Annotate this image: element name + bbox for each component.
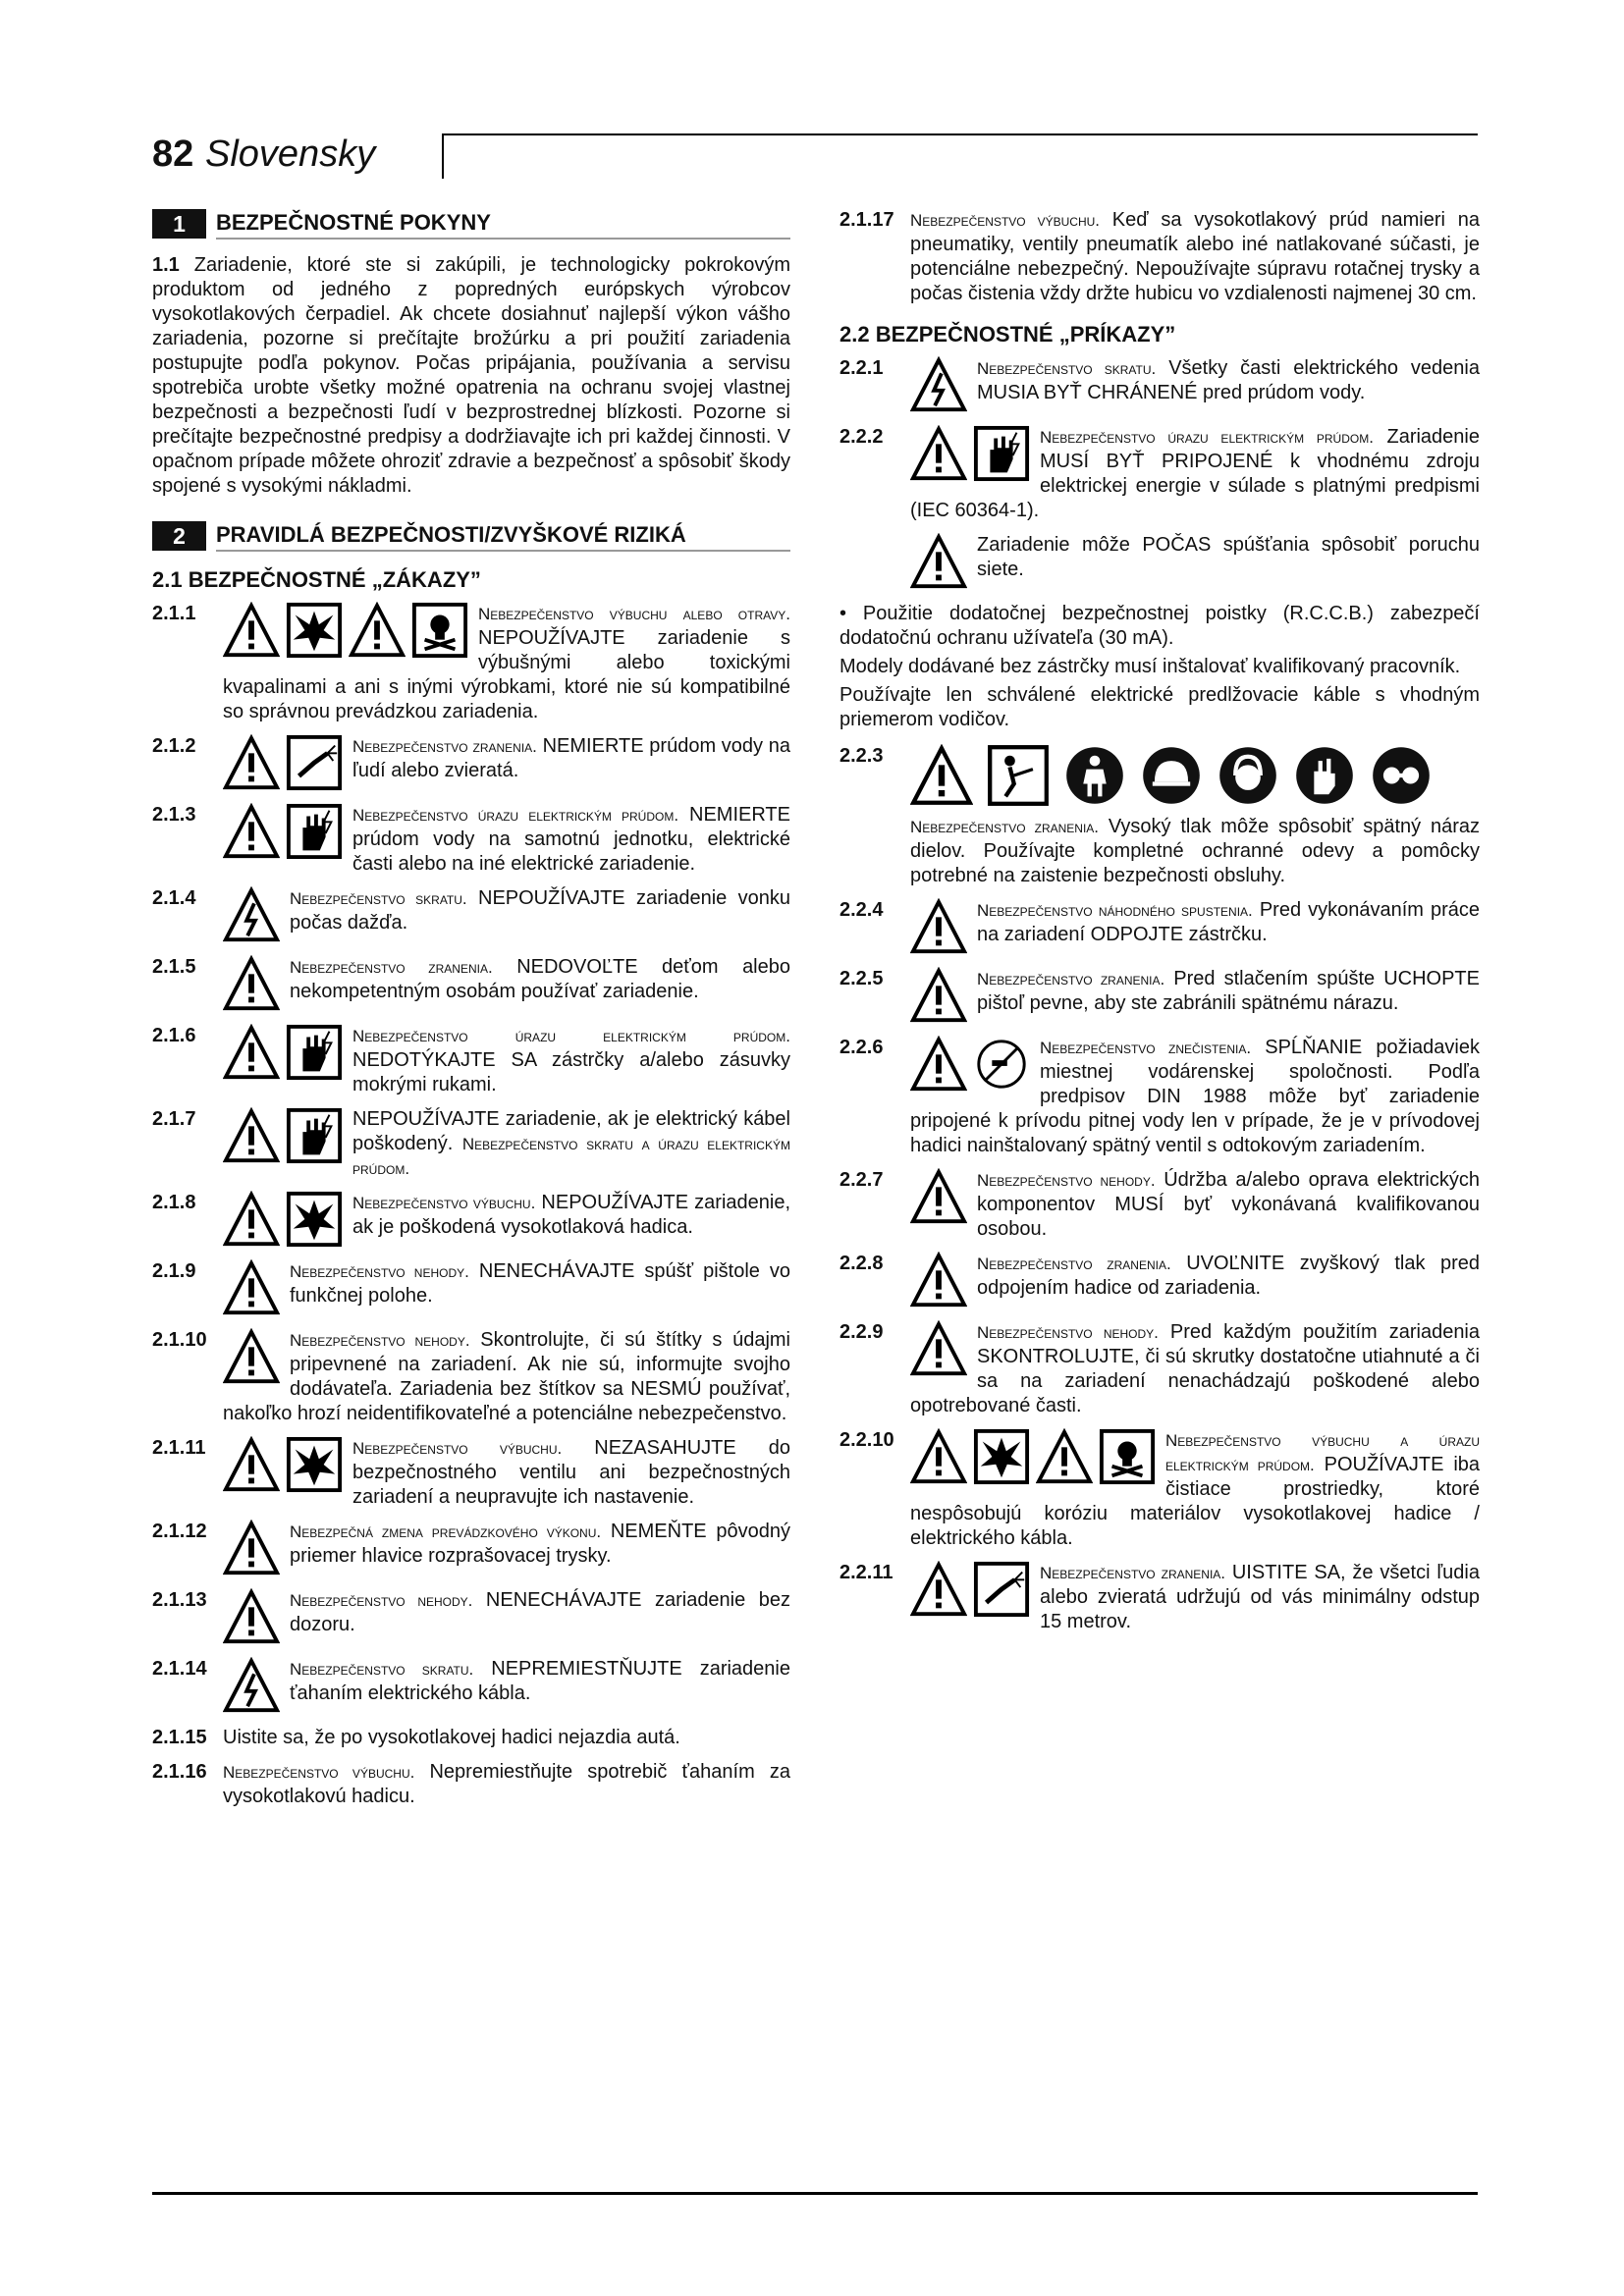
item-text <box>223 1657 790 1706</box>
item-number: 2.1.15 <box>152 1727 207 1748</box>
item-content <box>910 1428 1480 1551</box>
hazard-label: Nebezpečná zmena prevádzkového výkonu. <box>290 1522 602 1541</box>
warning-icon <box>223 1520 280 1576</box>
item-content <box>223 734 790 793</box>
item-number: 2.1.8 <box>152 1192 196 1213</box>
item-number: 2.1.16 <box>152 1761 207 1783</box>
hazard-label: Nebezpečenstvo náhodného spustenia. <box>977 901 1253 920</box>
item-description: Vysoký tlak môže spôsobiť spätný náraz dielov. Používajte kompletné ochranné odevy a pomôcky potrebné na zaistenie bezpečnosti obsluhy. <box>910 816 1480 886</box>
item-content <box>223 955 790 1014</box>
item-content <box>223 1726 790 1750</box>
item-number: 2.1.14 <box>152 1658 207 1680</box>
intro-number: 1.1 <box>152 254 180 276</box>
safety-item <box>839 1428 1480 1551</box>
item-content <box>223 1760 790 1809</box>
safety-item <box>152 1436 790 1510</box>
warning-icon <box>223 1024 280 1081</box>
warning-icon <box>910 1036 967 1093</box>
toxic-icon <box>1099 1428 1156 1485</box>
item-number: 2.1.10 <box>152 1329 207 1351</box>
item-content <box>910 1561 1480 1634</box>
hazard-icons <box>223 1520 280 1576</box>
item-description: NEZASAHUJTE do bezpečnostného ventilu ani bezpečnostných zariadení a neupravujte ich nastavenie. <box>352 1437 790 1508</box>
item-text <box>223 955 790 1004</box>
item-number: 2.2.1 <box>839 357 884 379</box>
safety-item <box>839 533 1480 592</box>
safety-item <box>152 1191 790 1250</box>
item-description: POUŽÍVAJTE iba čistiace prostriedky, ktoré nespôsobujú koróziu materiálov vysokotlakovej hadice / elektrického kábla. <box>910 1454 1481 1549</box>
item-number: 2.1.5 <box>152 956 196 978</box>
warning-icon <box>1036 1428 1093 1485</box>
section-title: BEZPEČNOSTNÉ POKYNY <box>216 208 790 240</box>
page-header <box>152 126 1478 185</box>
explosion-icon <box>286 1436 343 1493</box>
item-description: NEDOTÝKAJTE SA zástrčky a/alebo zásuvky mokrými rukami. <box>352 1049 790 1095</box>
item-content <box>910 1036 1480 1158</box>
hazard-label: Nebezpečenstvo skratu a úrazu elektrickým prúdom. <box>352 1135 790 1178</box>
hazard-icons <box>223 1328 280 1385</box>
hazard-label: Nebezpečenstvo zranenia. <box>977 1255 1171 1273</box>
item-number: 2.1.6 <box>152 1025 196 1046</box>
safety-item <box>152 1588 790 1647</box>
hazard-icons <box>223 602 468 659</box>
hazard-icons <box>910 356 967 413</box>
warning-icon <box>910 744 973 807</box>
warning-icon <box>223 734 280 791</box>
hazard-label: Nebezpečenstvo nehody. <box>290 1331 470 1350</box>
hazard-label: Nebezpečenstvo zranenia. <box>910 818 1100 836</box>
warning-icon <box>223 1107 280 1164</box>
hazard-label: Nebezpečenstvo nehody. <box>290 1262 469 1281</box>
item-description: Pred vykonávaním práce na zariadení ODPOJTE zástrčku. <box>977 899 1481 945</box>
hazard-label: Nebezpečenstvo skratu. <box>290 1660 474 1679</box>
item-number: 2.1.1 <box>152 603 196 624</box>
item-text <box>223 1328 790 1426</box>
item-description: NEDOVOĽTE deťom alebo nekompetentným osobám používať zariadenie. <box>290 956 790 1002</box>
item-description: Pred stlačením spúšte UCHOPTE pištoľ pevne, aby ste zabránili spätnému nárazu. <box>977 968 1480 1014</box>
item-content <box>910 533 1480 592</box>
spray-hand-icon <box>286 734 343 791</box>
safety-item <box>152 1726 790 1750</box>
item-text <box>910 356 1480 405</box>
item-content <box>910 208 1480 306</box>
safety-item <box>839 1168 1480 1242</box>
hazard-icons <box>910 1036 1030 1093</box>
intro-text: Zariadenie, ktoré ste si zakúpili, je technologicky pokrokovým produktom od jedného z popredných európskych výrobcov vysokotlakových čerpadiel. Ak chcete dosiahnuť najlepší výkon vášho zariadenia, pozorne si prečítajte brožúrku a pri použití zariadenia postupujte podľa pokynov. Počas pripájania, používania a servisu spotrebiča urobte všetky možné opatrenia na ochranu svojej vlastnej bezpečnosti a bezpečnosti ľudí v bezprostrednej blízkosti. Pozorne si prečítajte bezpečnostné predpisy a dodržiavajte ich pri každej činnosti. V opačnom prípade môžete ohroziť zdravie a bezpečnosť a spôsobiť škody spojené s vysokými nákladmi. <box>152 254 790 497</box>
electric-hand-icon <box>286 803 343 860</box>
item-text <box>910 898 1480 947</box>
hazard-label: Nebezpečenstvo úrazu elektrickým prúdom. <box>1040 428 1374 447</box>
safety-item <box>152 955 790 1014</box>
ppe-icon-row <box>910 744 1480 807</box>
warning-icon <box>910 533 967 590</box>
hazard-label: Nebezpečenstvo zranenia. <box>977 970 1165 988</box>
item-content <box>910 744 1480 888</box>
hazard-icons <box>910 1252 967 1308</box>
hazard-label: Nebezpečenstvo úrazu elektrickým prúdom. <box>352 806 679 825</box>
hazard-label: Nebezpečenstvo výbuchu. <box>910 211 1100 230</box>
hazard-icons <box>910 898 967 955</box>
no-water-tap-icon <box>973 1036 1030 1093</box>
item-content <box>223 1259 790 1318</box>
item-number: 2.2.9 <box>839 1321 884 1343</box>
hazard-icons <box>910 1561 1030 1618</box>
item-number: 2.1.13 <box>152 1589 207 1611</box>
explosion-icon <box>286 1191 343 1248</box>
hazard-icons <box>910 533 967 590</box>
safety-item <box>152 1328 790 1426</box>
item-content <box>223 602 790 724</box>
safety-item <box>152 803 790 877</box>
item-number: 2.2.10 <box>839 1429 894 1451</box>
warning-icon <box>223 1588 280 1645</box>
kickback-icon <box>987 744 1050 807</box>
safety-item <box>152 1259 790 1318</box>
warning-icon <box>910 967 967 1024</box>
prohibitions-list <box>152 602 790 1809</box>
item-description: Keď sa vysokotlakový prúd namieri na pneumatiky, ventily pneumatík alebo iné natlakované súčasti, je potenciálne nebezpečný. Nepoužívajte súpravu rotačnej trysky a počas čistenia vždy držte hubicu vo vzdialenosti najmenej 30 cm. <box>910 209 1480 304</box>
item-text <box>910 1168 1480 1242</box>
hazard-label: Nebezpečenstvo zranenia. <box>352 737 537 756</box>
item-number: 2.1.9 <box>152 1260 196 1282</box>
item-content <box>910 1252 1480 1310</box>
warning-icon <box>223 602 280 659</box>
item-content <box>910 1168 1480 1242</box>
safety-item <box>839 744 1480 888</box>
electric-warning-icon <box>910 356 967 413</box>
item-content <box>910 967 1480 1026</box>
note-rcd: • Použitie dodatočnej bezpečnostnej poistky (R.C.C.B.) zabezpečí dodatočnú ochranu užívateľa (30 mA). <box>839 603 1480 649</box>
item-description: NEPOUŽÍVAJTE zariadenie, ak je poškodená vysokotlaková hadica. <box>352 1192 790 1238</box>
item-description: NENECHÁVAJTE zariadenie bez dozoru. <box>290 1589 791 1635</box>
item-description: Údržba a/alebo oprava elektrických komponentov MUSÍ byť vykonávaná kvalifikovanou osobou. <box>977 1169 1480 1240</box>
warning-icon <box>223 955 280 1012</box>
safety-item <box>839 1320 1480 1418</box>
safety-item <box>839 208 1480 306</box>
item-description: UVOĽNITE zvyškový tlak pred odpojením hadice od zariadenia. <box>977 1253 1480 1299</box>
item-text <box>223 1520 790 1569</box>
hazard-icons <box>223 1024 343 1081</box>
explosion-icon <box>286 602 343 659</box>
item-number: 2.2.11 <box>839 1562 893 1583</box>
item-content <box>223 1328 790 1426</box>
item-number: 2.2.7 <box>839 1169 884 1191</box>
hazard-icons <box>223 1588 280 1645</box>
item-description: SPĹŇANIE požiadaviek miestnej vodárenskej spoločnosti. Podľa predpisov DIN 1988 môže byť zariadenie pripojené k prívodu pitnej vody len v prípade, že je v prívodovej hadici nainštalovaný spätný ventil s odtokovým zariadením. <box>910 1037 1480 1156</box>
hazard-icons <box>223 1191 343 1248</box>
hazard-label: Nebezpečenstvo nehody. <box>290 1591 473 1610</box>
hazard-label: Nebezpečenstvo skratu. <box>977 359 1157 378</box>
safety-item <box>839 425 1480 523</box>
item-description: Všetky časti elektrického vedenia MUSIA BYŤ CHRÁNENÉ pred prúdom vody. <box>977 357 1480 403</box>
item-description: UISTITE SA, že všetci ľudia alebo zvieratá udržujú od vás minimálny odstup 15 metrov. <box>1040 1562 1480 1632</box>
hazard-label: Nebezpečenstvo skratu. <box>290 889 467 908</box>
hazard-label: Nebezpečenstvo výbuchu alebo otravy. <box>478 605 790 623</box>
gloves-icon <box>1293 744 1356 807</box>
section-2-heading <box>152 520 790 552</box>
subsection-2-2-title: 2.2 BEZPEČNOSTNÉ „PRÍKAZY” <box>839 322 1176 347</box>
obligations-list <box>839 356 1480 1634</box>
electric-hand-icon <box>286 1024 343 1081</box>
explosion-icon <box>973 1428 1030 1485</box>
item-content <box>223 1436 790 1510</box>
item-description: Uistite sa, že po vysokotlakovej hadici nejazdia autá. <box>223 1727 680 1748</box>
warning-icon <box>910 1320 967 1377</box>
section-number: 2 <box>152 521 206 551</box>
item-description: NEMIERTE prúdom vody na samotnú jednotku, elektrické časti alebo na iné elektrické zariadenie. <box>352 804 790 875</box>
warning-icon <box>223 803 280 860</box>
page-number: 82 <box>152 133 194 175</box>
prohibitions-list-continued <box>839 208 1480 306</box>
hazard-label: Nebezpečenstvo úrazu elektrickým prúdom. <box>352 1027 790 1045</box>
header-divider-vertical <box>442 133 444 179</box>
item-text <box>910 1320 1480 1418</box>
electric-warning-icon <box>223 1657 280 1714</box>
item-number: 2.1.4 <box>152 887 196 909</box>
item-number: 2.2.2 <box>839 426 884 448</box>
item-number: 2.1.11 <box>152 1437 206 1459</box>
footer-rule <box>152 2192 1478 2195</box>
hazard-icons <box>223 1657 280 1714</box>
safety-item <box>152 1024 790 1097</box>
safety-item <box>839 1252 1480 1310</box>
item-content <box>223 886 790 945</box>
ear-protection-icon <box>1217 744 1279 807</box>
item-text <box>910 967 1480 1016</box>
electric-hand-icon <box>973 425 1030 482</box>
item-number: 2.1.7 <box>152 1108 196 1130</box>
item-number: 2.1.2 <box>152 735 196 757</box>
hazard-label: Nebezpečenstvo nehody. <box>977 1171 1156 1190</box>
item-text <box>223 1760 790 1809</box>
item-number: 2.2.3 <box>839 745 884 767</box>
page-language: Slovensky <box>205 133 376 175</box>
hazard-icons <box>223 1259 280 1316</box>
hazard-icons <box>223 886 280 943</box>
item-pretext: NEPOUŽÍVAJTE zariadenie, ak je elektrický kábel poškodený. <box>352 1108 790 1154</box>
warning-icon <box>223 1191 280 1248</box>
warning-icon <box>910 1168 967 1225</box>
hazard-label: Nebezpečenstvo znečistenia. <box>1040 1039 1252 1057</box>
item-text <box>910 208 1480 306</box>
safety-item <box>152 1107 790 1181</box>
item-description: NENECHÁVAJTE spúšť pištole vo funkčnej polohe. <box>290 1260 791 1307</box>
hazard-label: Nebezpečenstvo zranenia. <box>1040 1564 1226 1582</box>
hazard-icons <box>910 967 967 1024</box>
item-description: Skontrolujte, či sú štítky s údajmi pripevnené na zariadení. Ak nie sú, informujte svojho dodávateľa. Zariadenia bez štítkov sa NESMÚ používať, nakoľko hrozí neidentifikovateľné a potenciálne nebezpečenstvo. <box>223 1329 791 1424</box>
item-description: NEMEŇTE pôvodný priemer hlavice rozprašovacej trysky. <box>290 1521 790 1567</box>
warning-icon <box>910 1561 967 1618</box>
warning-icon <box>910 898 967 955</box>
item-content <box>223 1520 790 1578</box>
hazard-label: Nebezpečenstvo výbuchu a úrazu elektrickým prúdom. <box>1165 1431 1480 1474</box>
warning-icon <box>223 1259 280 1316</box>
safety-item <box>839 356 1480 415</box>
item-number: 2.1.3 <box>152 804 196 826</box>
safety-item <box>152 602 790 724</box>
safety-item <box>152 1760 790 1809</box>
item-number: 2.2.6 <box>839 1037 884 1058</box>
item-description: Zariadenie MUSÍ BYŤ PRIPOJENÉ k vhodnému zdroju elektrickej energie v súlade s platnými predpismi (IEC 60364-1). <box>910 426 1480 521</box>
item-content <box>910 1320 1480 1418</box>
item-number: 2.2.4 <box>839 899 884 921</box>
item-content <box>223 1588 790 1647</box>
item-text <box>223 1588 790 1637</box>
electric-hand-icon <box>286 1107 343 1164</box>
note-plug: Modely dodávané bez zástrčky musí inštalovať kvalifikovaný pracovník. <box>839 656 1461 677</box>
safety-item <box>152 734 790 793</box>
item-description: NEPOUŽÍVAJTE zariadenie vonku počas dažďa. <box>290 887 790 934</box>
safety-item <box>839 1561 1480 1634</box>
section-number: 1 <box>152 209 206 239</box>
hazard-icons <box>910 1320 967 1377</box>
hazard-icons <box>910 425 1030 482</box>
left-column <box>152 208 790 1819</box>
right-column <box>839 208 1480 1644</box>
helmet-icon <box>1140 744 1203 807</box>
item-text <box>910 815 1480 888</box>
item-description: NEMIERTE prúdom vody na ľudí alebo zvieratá. <box>352 735 790 781</box>
item-content <box>910 425 1480 523</box>
hazard-icons <box>223 1107 343 1164</box>
item-text <box>223 1259 790 1308</box>
item-content <box>910 356 1480 415</box>
safety-item <box>152 1520 790 1578</box>
item-content <box>223 1024 790 1097</box>
item-description: Nepremiestňujte spotrebič ťahaním za vysokotlakovú hadicu. <box>223 1761 790 1807</box>
safety-item <box>152 886 790 945</box>
safety-item <box>839 898 1480 957</box>
item-description: NEPOUŽÍVAJTE zariadenie s výbušnými alebo toxickými kvapalinami a ani s inými výrobkami, ktoré nie sú kompatibilné so správnou prevádzkou zariadenia. <box>223 627 790 722</box>
toxic-icon <box>411 602 468 659</box>
electric-warning-icon <box>223 886 280 943</box>
intro-paragraph <box>152 253 790 499</box>
item-content <box>223 803 790 877</box>
safety-item <box>839 967 1480 1026</box>
item-number: 2.1.17 <box>839 209 894 231</box>
note-cables: Používajte len schválené elektrické predlžovacie káble s vhodným priemerom vodičov. <box>839 684 1480 730</box>
section-1-heading <box>152 208 790 240</box>
item-text <box>910 533 1480 582</box>
hazard-label: Nebezpečenstvo zranenia. <box>290 958 493 977</box>
item-number <box>839 533 910 592</box>
item-content <box>223 1107 790 1181</box>
protective-suit-icon <box>1063 744 1126 807</box>
item-content <box>223 1191 790 1250</box>
safety-item <box>839 1036 1480 1158</box>
item-content <box>223 1657 790 1716</box>
warning-icon <box>223 1436 280 1493</box>
item-number: 2.1.12 <box>152 1521 207 1542</box>
item-text <box>223 886 790 935</box>
warning-icon <box>223 1328 280 1385</box>
item-text <box>910 1252 1480 1301</box>
item-description: NEPREMIESTŇUJTE zariadenie ťahaním elektrického kábla. <box>290 1658 790 1704</box>
hazard-label: Nebezpečenstvo nehody. <box>977 1323 1159 1342</box>
warning-icon <box>349 602 406 659</box>
safety-item <box>152 1657 790 1716</box>
goggles-icon <box>1370 744 1433 807</box>
header-rule <box>444 133 1478 135</box>
hazard-icons <box>910 1428 1156 1485</box>
warning-icon <box>910 1428 967 1485</box>
hazard-icons <box>223 1436 343 1493</box>
item-text <box>223 1726 790 1750</box>
item-number: 2.2.8 <box>839 1253 884 1274</box>
hazard-icons <box>223 803 343 860</box>
hazard-icons <box>223 734 343 791</box>
hazard-icons <box>910 1168 967 1225</box>
item-content <box>910 898 1480 957</box>
spray-hand-icon <box>973 1561 1030 1618</box>
item-number: 2.2.5 <box>839 968 884 989</box>
hazard-icons <box>223 955 280 1012</box>
hazard-label: Nebezpečenstvo výbuchu. <box>352 1194 536 1212</box>
hazard-label: Nebezpečenstvo výbuchu. <box>352 1439 563 1458</box>
item-description: Pred každým použitím zariadenia SKONTROLUJTE, či sú skrutky dostatočne utiahnuté a či sa na zariadení nenachádzajú poškodené alebo opotrebované časti. <box>910 1321 1481 1416</box>
subsection-2-1-title: 2.1 BEZPEČNOSTNÉ „ZÁKAZY” <box>152 567 481 592</box>
item-description: Zariadenie môže POČAS spúšťania spôsobiť poruchu siete. <box>977 534 1480 580</box>
warning-icon <box>910 425 967 482</box>
section-title: PRAVIDLÁ BEZPEČNOSTI/ZVYŠKOVÉ RIZIKÁ <box>216 520 790 552</box>
hazard-label: Nebezpečenstvo výbuchu. <box>223 1763 415 1782</box>
warning-icon <box>910 1252 967 1308</box>
